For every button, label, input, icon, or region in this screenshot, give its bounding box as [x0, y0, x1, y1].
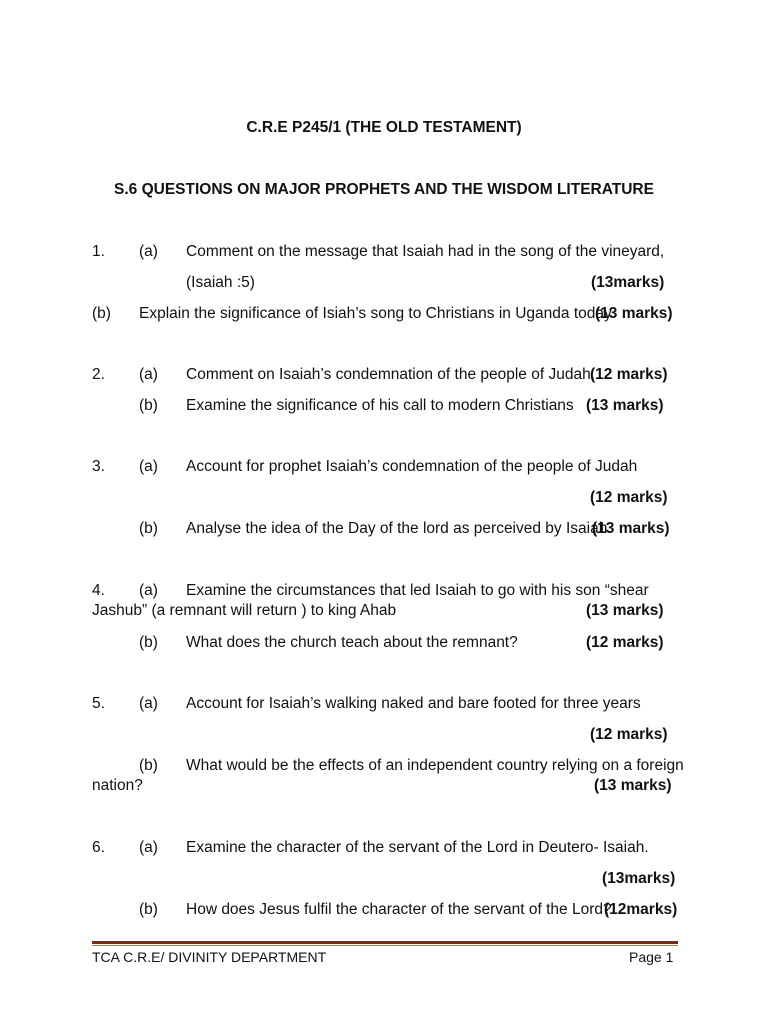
- part-b-marks: (12marks): [604, 901, 678, 918]
- part-a-label: (a): [139, 458, 158, 475]
- part-a-label: (a): [139, 839, 158, 856]
- part-b-marks: (13 marks): [594, 777, 672, 794]
- part-b-label: (b): [139, 901, 158, 918]
- part-b-marks: (12 marks): [586, 634, 664, 651]
- part-a-marks: (13marks): [602, 870, 676, 887]
- question-number: 1.: [92, 243, 105, 260]
- part-b-label: (b): [139, 757, 158, 774]
- part-a-marks: (13marks): [591, 274, 665, 291]
- part-b-text: Examine the significance of his call to modern Christians: [186, 397, 574, 414]
- part-b-text: Analyse the idea of the Day of the lord as perceived by Isaiah: [186, 520, 608, 537]
- part-a-label: (a): [139, 582, 158, 599]
- part-a-marks: (12 marks): [590, 726, 668, 743]
- footer-divider: [92, 941, 678, 944]
- page-title: C.R.E P245/1 (THE OLD TESTAMENT): [246, 119, 522, 136]
- part-a-label: (a): [139, 243, 158, 260]
- question-number: 4.: [92, 582, 105, 599]
- part-b-marks: (13 marks): [586, 397, 664, 414]
- part-b-text: What does the church teach about the remnant?: [186, 634, 518, 651]
- part-a-text: Examine the character of the servant of the Lord in Deutero- Isaiah.: [186, 839, 649, 856]
- part-b-marks: (13 marks): [592, 520, 670, 537]
- part-b-label: (b): [139, 397, 158, 414]
- part-b-label: (b): [92, 305, 111, 322]
- part-b-label: (b): [139, 520, 158, 537]
- part-b-text: Explain the significance of Isiah’s song to Christians in Uganda today: [139, 305, 612, 322]
- question-number: 5.: [92, 695, 105, 712]
- part-a-text-continued: (Isaiah :5): [186, 274, 255, 291]
- part-a-label: (a): [139, 366, 158, 383]
- question-number: 2.: [92, 366, 105, 383]
- part-b-text: What would be the effects of an independent country relying on a foreign: [186, 757, 684, 774]
- part-a-label: (a): [139, 695, 158, 712]
- part-b-marks: (13 marks): [595, 305, 673, 322]
- part-a-text-continued: Jashub” (a remnant will return ) to king Ahab: [92, 602, 397, 619]
- part-a-text: Comment on Isaiah’s condemnation of the people of Judah.: [186, 366, 596, 383]
- part-a-marks: (12 marks): [590, 489, 668, 506]
- part-a-marks: (13 marks): [586, 602, 664, 619]
- part-a-text: Account for Isaiah’s walking naked and bare footed for three years: [186, 695, 641, 712]
- part-a-text: Examine the circumstances that led Isaiah to go with his son “shear: [186, 582, 649, 599]
- question-number: 3.: [92, 458, 105, 475]
- footer-page-number: Page 1: [629, 949, 674, 965]
- footer-department: TCA C.R.E/ DIVINITY DEPARTMENT: [92, 949, 327, 965]
- part-b-text: How does Jesus fulfil the character of the servant of the Lord?: [186, 901, 612, 918]
- part-a-marks: (12 marks): [590, 366, 668, 383]
- part-a-text: Account for prophet Isaiah’s condemnation of the people of Judah: [186, 458, 638, 475]
- question-number: 6.: [92, 839, 105, 856]
- part-b-label: (b): [139, 634, 158, 651]
- part-a-text: Comment on the message that Isaiah had in the song of the vineyard,: [186, 243, 665, 260]
- page-subtitle: S.6 QUESTIONS ON MAJOR PROPHETS AND THE WISDOM LITERATURE: [114, 181, 654, 198]
- part-b-text-continued: nation?: [92, 777, 143, 794]
- footer-divider-thin: [92, 945, 678, 946]
